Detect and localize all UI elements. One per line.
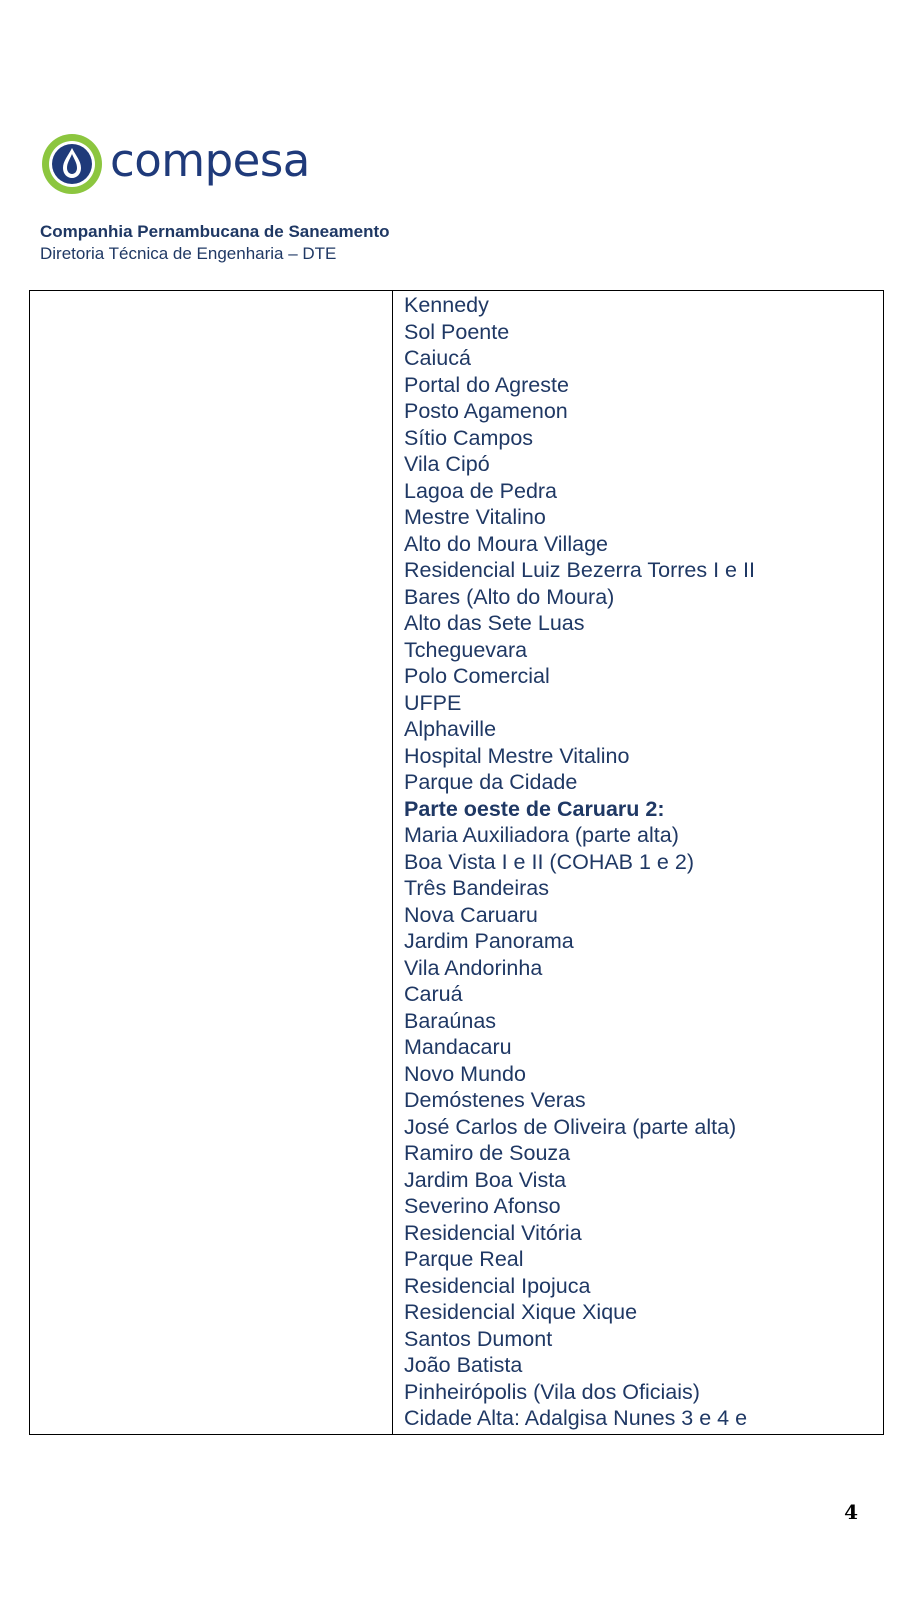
list-item: Alto do Moura Village <box>404 531 608 556</box>
list-item: Mandacaru <box>404 1035 512 1059</box>
table-left-cell <box>30 291 393 1434</box>
section-heading: Parte oeste de Caruaru 2: <box>404 796 665 821</box>
list-item: Alto das Sete Luas <box>404 611 585 635</box>
list-item: Pinheirópolis (Vila dos Oficiais) <box>404 1379 700 1404</box>
list-item: Hospital Mestre Vitalino <box>404 743 630 768</box>
list-item: Caiucá <box>404 346 471 370</box>
list-item: UFPE <box>404 690 462 715</box>
list-item: Residencial Luiz Bezerra Torres I e II <box>404 558 755 582</box>
water-drop-logo-icon <box>40 132 104 196</box>
list-item: Parque Real <box>404 1247 524 1271</box>
list-item: Lagoa de Pedra <box>404 478 558 503</box>
list-item: Polo Comercial <box>404 664 550 688</box>
list-item: Jardim Panorama <box>404 929 574 953</box>
list-item: Kennedy <box>404 293 489 317</box>
list-item: Alphaville <box>404 717 497 741</box>
list-item: Jardim Boa Vista <box>404 1167 567 1192</box>
list-item: Cidade Alta: Adalgisa Nunes 3 e 4 e <box>404 1406 748 1430</box>
list-item: Bares (Alto do Moura) <box>404 584 615 609</box>
neighborhood-list <box>393 291 883 1434</box>
list-item: Residencial Xique Xique <box>404 1300 638 1324</box>
list-item: Caruá <box>404 982 463 1006</box>
list-item: Novo Mundo <box>404 1061 526 1086</box>
list-item: Baraúnas <box>404 1008 497 1033</box>
list-item: Santos Dumont <box>404 1326 553 1351</box>
list-item: Nova Caruaru <box>404 902 538 927</box>
compesa-logo <box>40 132 310 196</box>
list-item: Severino Afonso <box>404 1194 561 1218</box>
list-item: Tcheguevara <box>404 637 528 662</box>
page-number: 4 <box>844 1500 858 1524</box>
list-item: Residencial Vitória <box>404 1220 582 1245</box>
list-item: Mestre Vitalino <box>404 505 546 529</box>
organization-name: Companhia Pernambucana de Saneamento <box>40 222 390 241</box>
list-item: Vila Andorinha <box>404 955 543 980</box>
list-item: Sol Poente <box>404 319 510 344</box>
list-item: Demóstenes Veras <box>404 1088 586 1112</box>
list-item: Vila Cipó <box>404 452 490 476</box>
list-item: Boa Vista I e II (COHAB 1 e 2) <box>404 849 694 874</box>
list-item: Três Bandeiras <box>404 876 549 900</box>
logo-wordmark: compesa <box>110 133 310 187</box>
list-item: Maria Auxiliadora (parte alta) <box>404 823 679 847</box>
organization-department: Diretoria Técnica de Engenharia – DTE <box>40 244 337 263</box>
list-item: Sítio Campos <box>404 425 534 450</box>
list-item: Portal do Agreste <box>404 372 569 397</box>
list-item: Residencial Ipojuca <box>404 1273 591 1298</box>
list-item: Posto Agamenon <box>404 399 568 423</box>
neighborhood-table <box>29 290 884 1435</box>
list-item: João Batista <box>404 1353 523 1377</box>
list-item: Parque da Cidade <box>404 770 578 794</box>
list-item: Ramiro de Souza <box>404 1141 571 1165</box>
list-item: José Carlos de Oliveira (parte alta) <box>404 1114 737 1139</box>
